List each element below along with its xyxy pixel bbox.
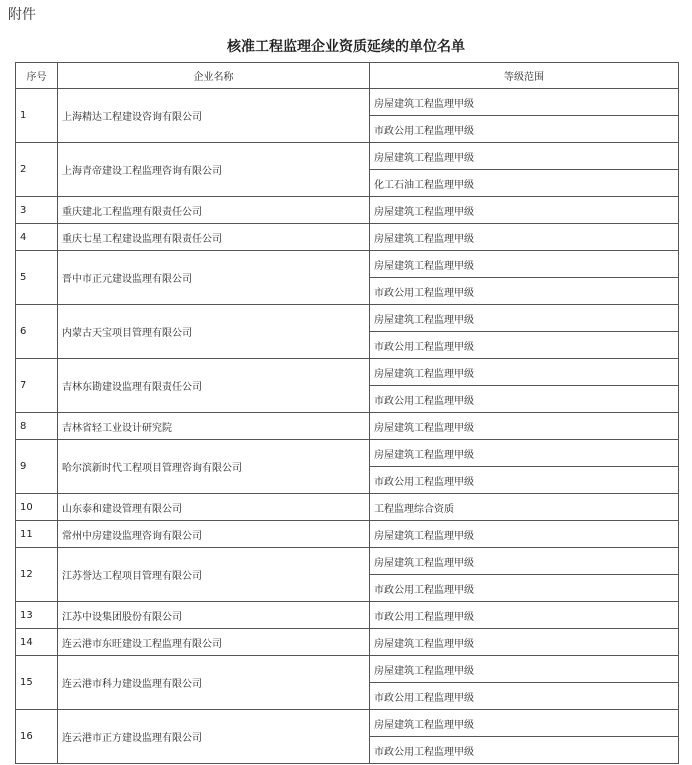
table-row (16, 548, 679, 575)
company-name-cell: 连云港市科力建设监理有限公司 (58, 656, 370, 710)
grade-scope-cell: 市政公用工程监理甲级 (370, 278, 679, 305)
serial-number-cell: 8 (16, 413, 58, 440)
header-serial-number: 序号 (16, 63, 58, 89)
grade-scope-cell: 市政公用工程监理甲级 (370, 683, 679, 710)
serial-number-cell: 4 (16, 224, 58, 251)
company-name-cell: 重庆建北工程监理有限责任公司 (58, 197, 370, 224)
grade-scope-cell: 市政公用工程监理甲级 (370, 575, 679, 602)
company-name-cell: 晋中市正元建设监理有限公司 (58, 251, 370, 305)
grade-scope-cell: 房屋建筑工程监理甲级 (370, 197, 679, 224)
grade-scope-cell: 市政公用工程监理甲级 (370, 116, 679, 143)
grade-scope-cell: 房屋建筑工程监理甲级 (370, 413, 679, 440)
company-name-cell: 哈尔滨新时代工程项目管理咨询有限公司 (58, 440, 370, 494)
serial-number-cell: 15 (16, 656, 58, 710)
table-row (16, 521, 679, 548)
company-name-cell: 连云港市东旺建设工程监理有限公司 (58, 629, 370, 656)
grade-scope-cell: 房屋建筑工程监理甲级 (370, 359, 679, 386)
serial-number-cell: 3 (16, 197, 58, 224)
company-name-cell: 上海精达工程建设咨询有限公司 (58, 89, 370, 143)
company-name-cell: 内蒙古天宝项目管理有限公司 (58, 305, 370, 359)
table-row (16, 143, 679, 170)
grade-scope-cell: 房屋建筑工程监理甲级 (370, 143, 679, 170)
grade-scope-cell: 房屋建筑工程监理甲级 (370, 224, 679, 251)
qualification-table (15, 62, 679, 764)
company-name-cell: 江苏誉达工程项目管理有限公司 (58, 548, 370, 602)
serial-number-cell: 11 (16, 521, 58, 548)
company-name-cell: 常州中房建设监理咨询有限公司 (58, 521, 370, 548)
grade-scope-cell: 市政公用工程监理甲级 (370, 467, 679, 494)
grade-scope-cell: 市政公用工程监理甲级 (370, 737, 679, 764)
serial-number-cell: 7 (16, 359, 58, 413)
grade-scope-cell: 工程监理综合资质 (370, 494, 679, 521)
attachment-label: 附件 (8, 7, 36, 23)
table-row (16, 224, 679, 251)
table-row (16, 629, 679, 656)
grade-scope-cell: 市政公用工程监理甲级 (370, 332, 679, 359)
serial-number-cell: 6 (16, 305, 58, 359)
serial-number-cell: 12 (16, 548, 58, 602)
company-name-cell: 连云港市正方建设监理有限公司 (58, 710, 370, 764)
table-row (16, 197, 679, 224)
table-row (16, 305, 679, 332)
table-row (16, 89, 679, 116)
table-row (16, 251, 679, 278)
table-row (16, 359, 679, 386)
table-row (16, 710, 679, 737)
grade-scope-cell: 房屋建筑工程监理甲级 (370, 521, 679, 548)
grade-scope-cell: 房屋建筑工程监理甲级 (370, 251, 679, 278)
serial-number-cell: 16 (16, 710, 58, 764)
serial-number-cell: 13 (16, 602, 58, 629)
company-name-cell: 吉林东勘建设监理有限责任公司 (58, 359, 370, 413)
grade-scope-cell: 房屋建筑工程监理甲级 (370, 629, 679, 656)
company-name-cell: 吉林省轻工业设计研究院 (58, 413, 370, 440)
grade-scope-cell: 市政公用工程监理甲级 (370, 386, 679, 413)
table-row (16, 494, 679, 521)
serial-number-cell: 9 (16, 440, 58, 494)
serial-number-cell: 5 (16, 251, 58, 305)
table-row (16, 656, 679, 683)
grade-scope-cell: 房屋建筑工程监理甲级 (370, 548, 679, 575)
page-title: 核准工程监理企业资质延续的单位名单 (227, 39, 465, 55)
serial-number-cell: 1 (16, 89, 58, 143)
serial-number-cell: 2 (16, 143, 58, 197)
serial-number-cell: 10 (16, 494, 58, 521)
grade-scope-cell: 房屋建筑工程监理甲级 (370, 305, 679, 332)
grade-scope-cell: 市政公用工程监理甲级 (370, 602, 679, 629)
table-header-row (16, 63, 679, 89)
grade-scope-cell: 房屋建筑工程监理甲级 (370, 89, 679, 116)
grade-scope-cell: 化工石油工程监理甲级 (370, 170, 679, 197)
grade-scope-cell: 房屋建筑工程监理甲级 (370, 710, 679, 737)
company-name-cell: 江苏中设集团股份有限公司 (58, 602, 370, 629)
grade-scope-cell: 房屋建筑工程监理甲级 (370, 440, 679, 467)
company-name-cell: 重庆七星工程建设监理有限责任公司 (58, 224, 370, 251)
table-row (16, 602, 679, 629)
serial-number-cell: 14 (16, 629, 58, 656)
grade-scope-cell: 房屋建筑工程监理甲级 (370, 656, 679, 683)
header-grade-scope: 等级范围 (370, 63, 679, 89)
company-name-cell: 上海青帝建设工程监理咨询有限公司 (58, 143, 370, 197)
header-company-name: 企业名称 (58, 63, 370, 89)
table-row (16, 440, 679, 467)
table-row (16, 413, 679, 440)
company-name-cell: 山东泰和建设管理有限公司 (58, 494, 370, 521)
